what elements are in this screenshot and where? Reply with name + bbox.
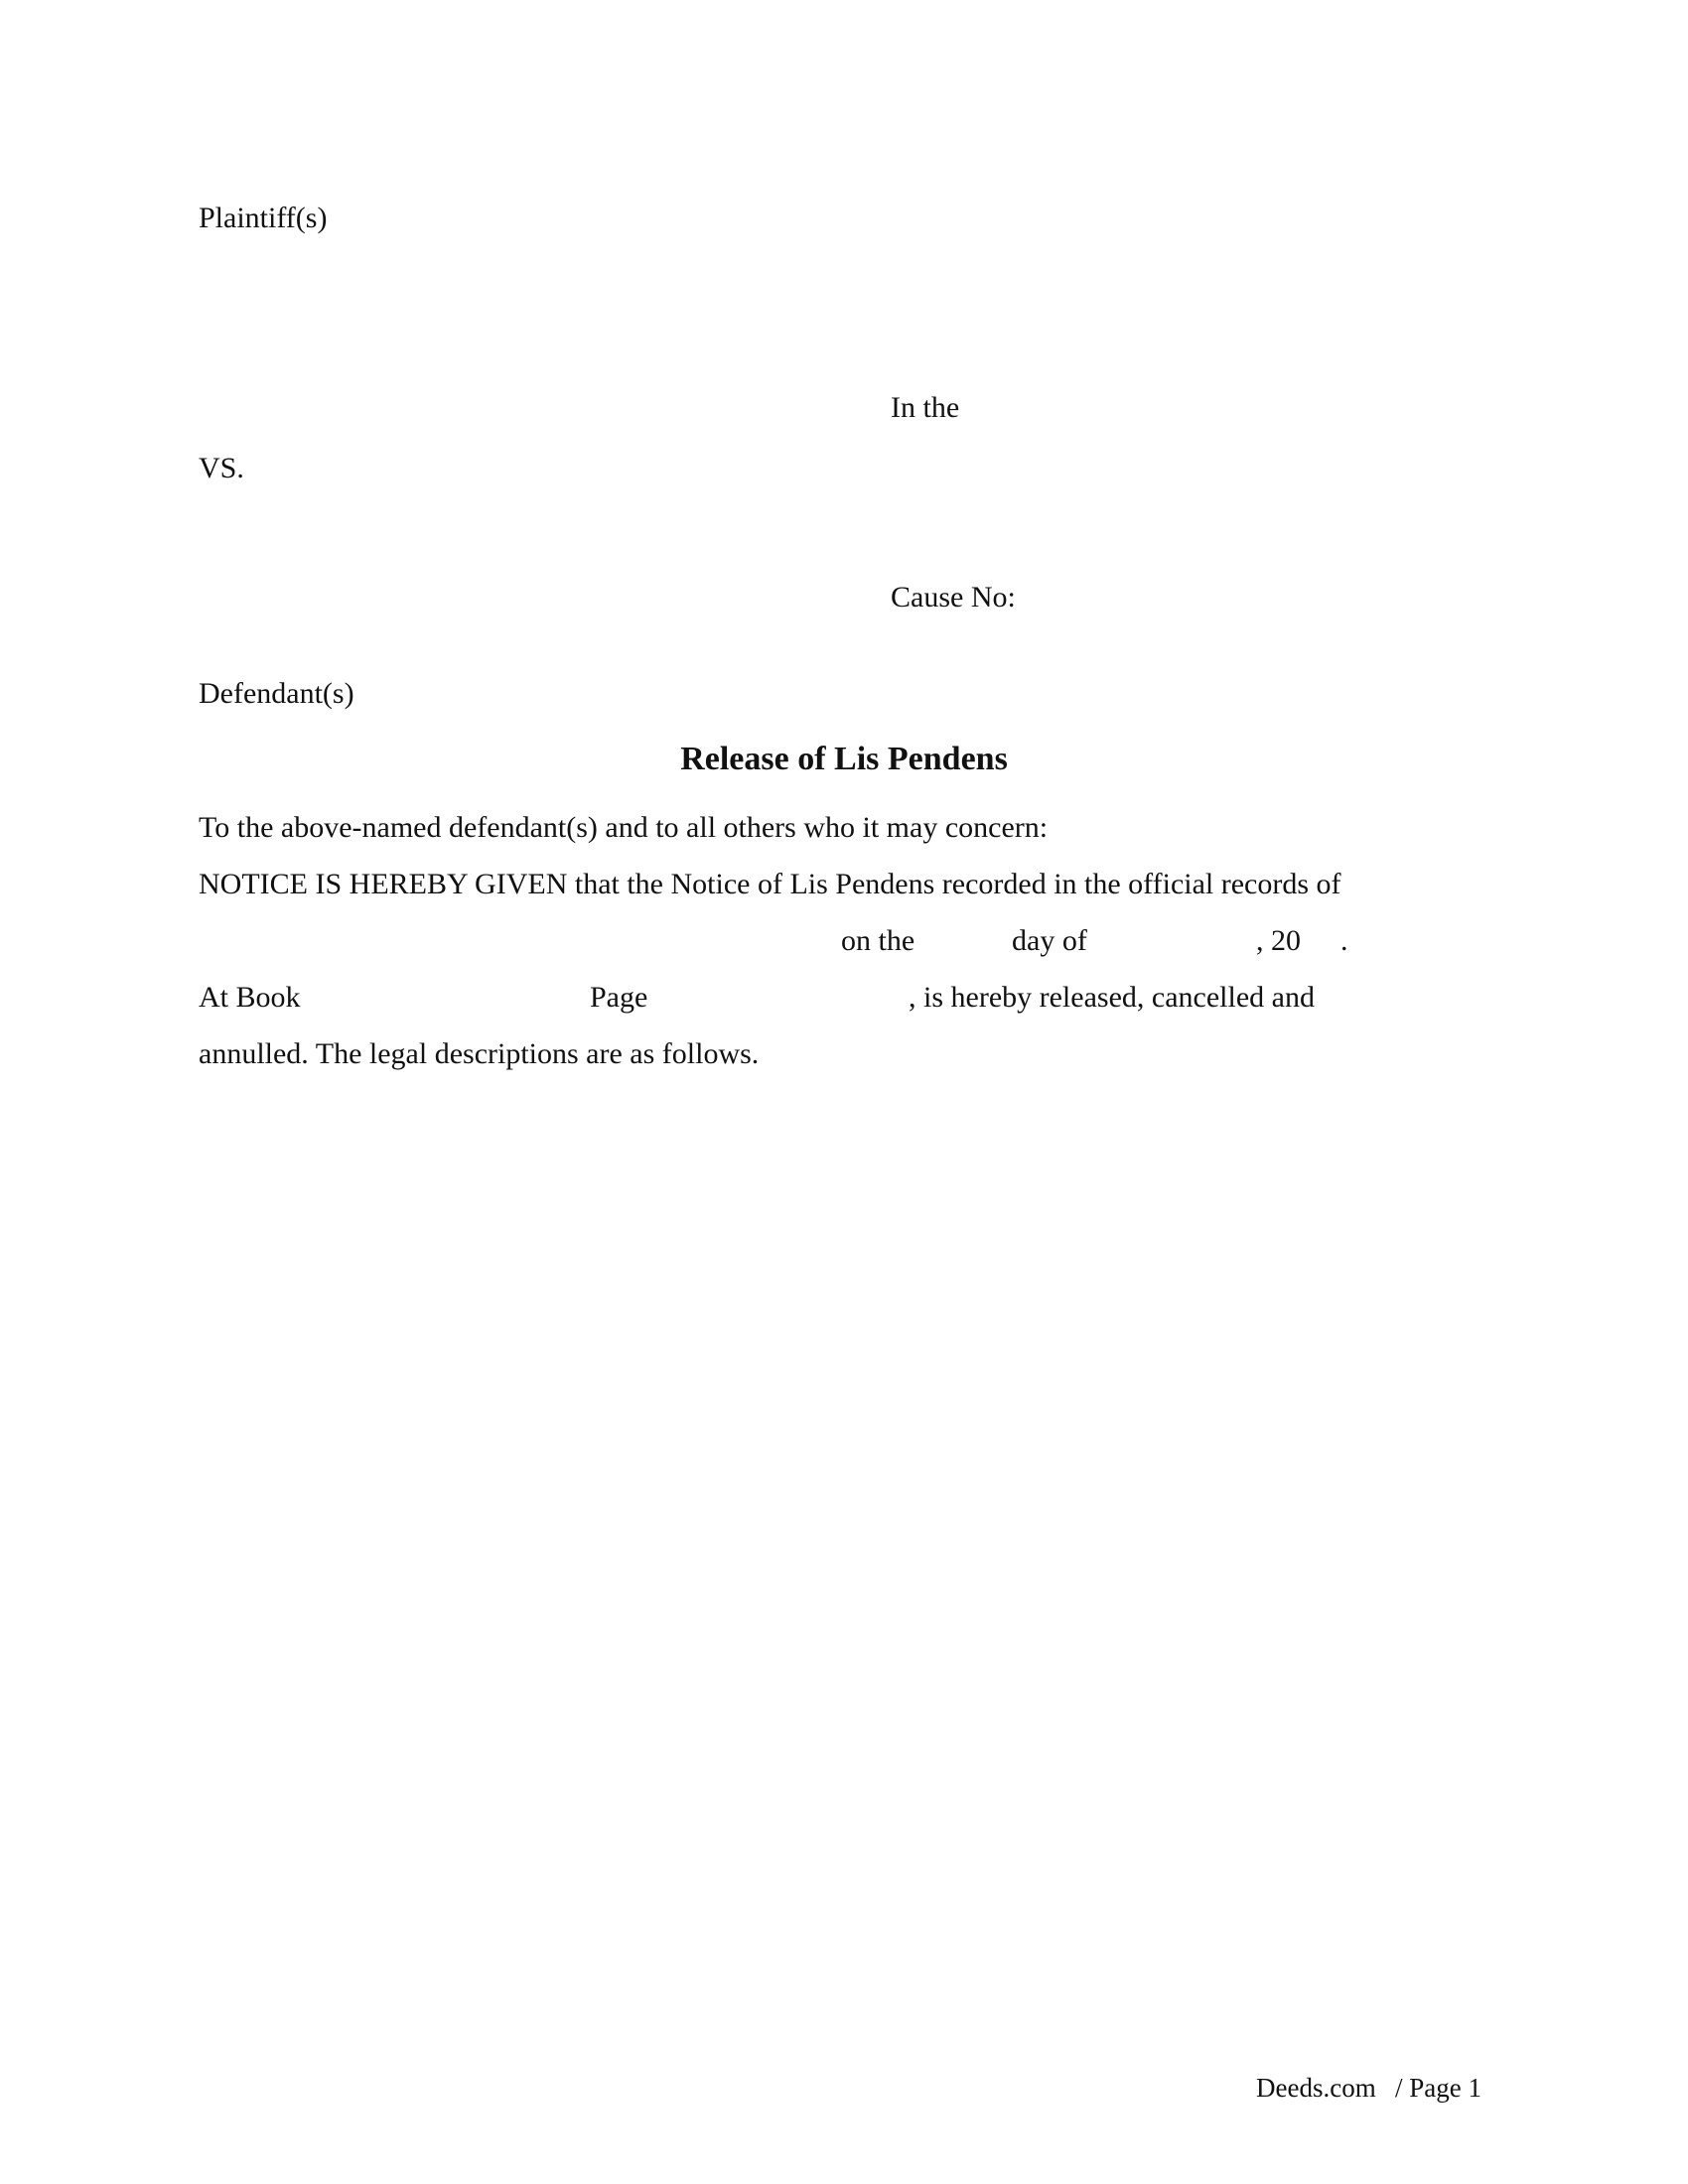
at-book-label: At Book: [199, 981, 301, 1014]
date-period: .: [1340, 924, 1348, 957]
salutation-line: To the above-named defendant(s) and to all others who it may concern:: [199, 811, 1049, 844]
page-label: Page: [590, 981, 648, 1014]
cause-number-label: Cause No:: [891, 581, 1016, 614]
year-prefix: , 20: [1256, 924, 1301, 957]
day-of-label: day of: [1012, 924, 1087, 957]
released-text: , is hereby released, cancelled and: [909, 981, 1315, 1014]
plaintiffs-label: Plaintiff(s): [199, 202, 328, 234]
document-title: Release of Lis Pendens: [680, 741, 1008, 777]
defendants-label: Defendant(s): [199, 677, 354, 710]
on-the-label: on the: [841, 924, 915, 957]
footer-site: Deeds.com: [1256, 2073, 1376, 2103]
annulled-line: annulled. The legal descriptions are as follows.: [199, 1037, 760, 1070]
footer-page-number: / Page 1: [1395, 2073, 1481, 2103]
notice-line: NOTICE IS HEREBY GIVEN that the Notice of Lis Pendens recorded in the official records of: [199, 868, 1341, 900]
court-in-the-label: In the: [891, 391, 960, 424]
versus-label: VS.: [199, 452, 244, 484]
